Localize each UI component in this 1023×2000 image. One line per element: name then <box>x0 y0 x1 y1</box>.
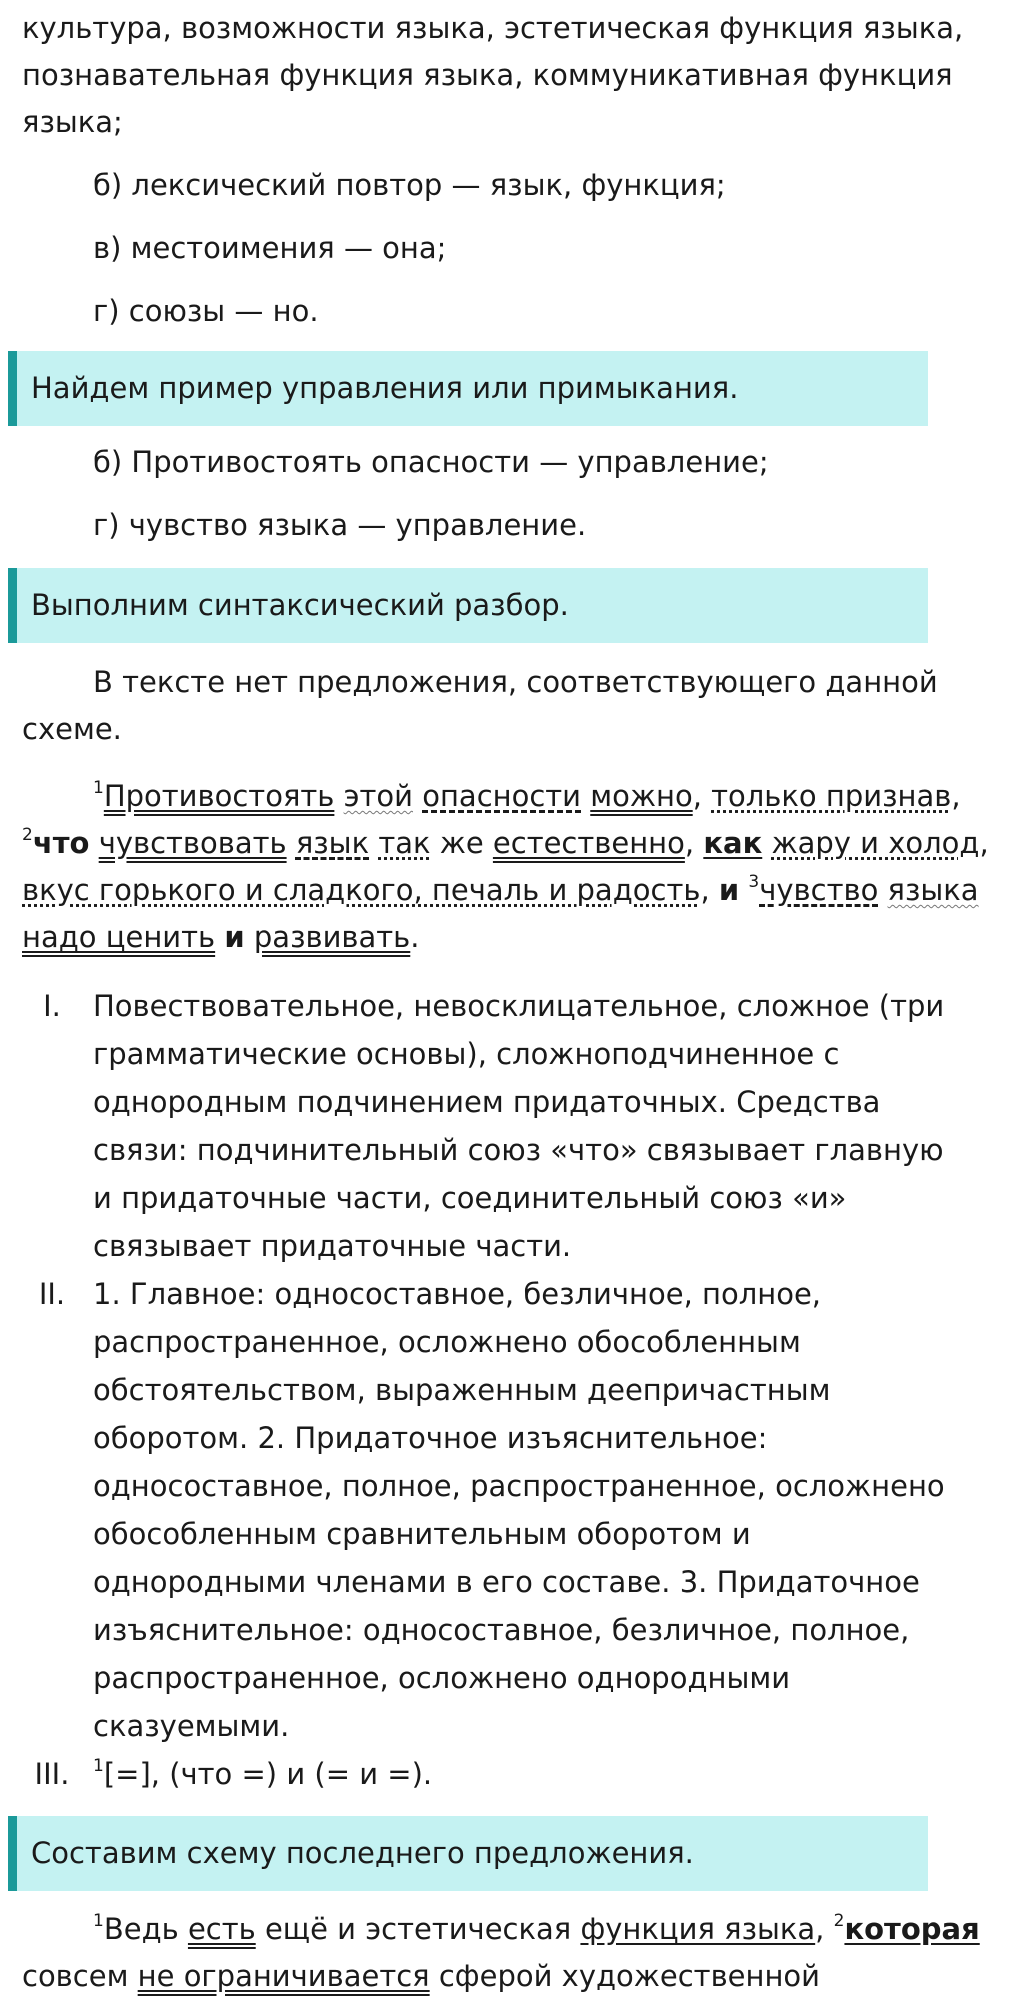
list-numeral: III. <box>34 1757 70 1791</box>
scheme-text: [=], (что =) и (= и =). <box>103 1757 433 1791</box>
last-sentence-line <box>93 1906 1023 1953</box>
analysis-line: однородными членами в его составе. 3. Придаточное <box>93 1565 920 1599</box>
last-sentence-line <box>22 1953 952 2000</box>
adverbial: только признав <box>711 779 952 813</box>
government-item: г) чувство языка — управление. <box>93 508 587 542</box>
cohesion-item: б) лексический повтор — язык, функция; <box>93 168 726 202</box>
clause-number: 2 <box>833 1911 845 1932</box>
object: язык <box>295 826 370 860</box>
cohesion-item: в) местоимения — она; <box>93 231 447 265</box>
analysis-line: оборотом. 2. Придаточное изъяснительное: <box>93 1421 768 1455</box>
analysis-line: однородным подчинением придаточных. Средства <box>93 1085 881 1119</box>
section-heading: Составим схему последнего предложения. <box>31 1836 694 1870</box>
subject: функция языка <box>580 1912 816 1946</box>
cohesion-item: г) союзы — но. <box>93 294 319 328</box>
government-item: б) Противостоять опасности — управление; <box>93 445 769 479</box>
predicate: естественно <box>492 826 685 860</box>
analysis-line: сказуемыми. <box>93 1709 290 1743</box>
word: ещё и эстетическая <box>264 1912 572 1946</box>
list-numeral: I. <box>43 989 61 1023</box>
predicate: есть <box>187 1912 256 1946</box>
conjunction: и <box>224 920 245 954</box>
no-match-text: схеме. <box>22 712 122 746</box>
analysis-line: связывает придаточные части. <box>93 1229 572 1263</box>
attribute: этой <box>343 779 413 813</box>
predicate: можно <box>590 779 693 813</box>
section-banner <box>8 1816 928 1891</box>
analysis-line: Повествовательное, невосклицательное, сложное (три <box>93 989 945 1023</box>
analysis-line: обособленным сравнительным оборотом и <box>93 1517 751 1551</box>
clause-number: 2 <box>22 825 33 846</box>
sentence-line <box>93 773 1023 820</box>
section-heading: Найдем пример управления или примыкания. <box>31 371 739 405</box>
particle: же <box>439 826 484 860</box>
section-banner <box>8 568 928 643</box>
clause-number: 1 <box>93 1756 104 1777</box>
punct: , <box>692 779 702 813</box>
object: чувство <box>759 873 879 907</box>
word: совсем <box>22 1959 129 1993</box>
section-heading: Выполним синтаксический разбор. <box>31 588 569 622</box>
punct: . <box>410 920 420 954</box>
relative-pronoun: которая <box>844 1912 980 1946</box>
predicate: чувствовать <box>98 826 287 860</box>
comparative-conjunction: как <box>703 826 763 860</box>
conjunction: и <box>718 873 740 907</box>
section-banner <box>8 351 928 426</box>
clause-number: 3 <box>748 872 760 893</box>
comparative-phrase: жару и холод <box>771 826 980 860</box>
intro-line: языка; <box>22 105 123 139</box>
conjunction: что <box>32 826 90 860</box>
sentence-line <box>22 867 979 914</box>
sentence-line <box>22 820 989 867</box>
punct: , <box>815 1912 825 1946</box>
clause-number: 1 <box>93 1911 104 1932</box>
predicate: развивать <box>253 920 411 954</box>
analysis-line: 1. Главное: односоставное, безличное, полное, <box>93 1277 822 1311</box>
object: опасности <box>422 779 582 813</box>
punct: , <box>951 779 961 813</box>
list-numeral: II. <box>38 1277 66 1311</box>
sentence-scheme <box>93 1751 1023 1798</box>
word: Ведь <box>103 1912 179 1946</box>
analysis-line: обстоятельством, выраженным деепричастным <box>93 1373 831 1407</box>
predicate: Противостоять <box>103 779 335 813</box>
comparative-phrase: вкус горького и сладкого, печаль и радость <box>22 873 701 907</box>
analysis-line: односоставное, полное, распространенное, осложнено <box>93 1469 945 1503</box>
analysis-line: и придаточные части, соединительный союз «и» <box>93 1181 847 1215</box>
analysis-line: связи: подчинительный союз «что» связывает главную <box>93 1133 944 1167</box>
intro-line: познавательная функция языка, коммуникативная функция <box>22 58 953 92</box>
no-match-text: В тексте нет предложения, соответствующего данной <box>93 665 938 699</box>
sentence-line <box>22 914 952 961</box>
punct: , <box>684 826 695 860</box>
analysis-line: распространенное, осложнено обособленным <box>93 1325 801 1359</box>
analysis-line: грамматические основы), сложноподчиненное с <box>93 1037 840 1071</box>
attribute: языка <box>887 873 979 907</box>
analysis-line: распространенное, осложнено однородными <box>93 1661 791 1695</box>
punct: , <box>979 826 989 860</box>
analysis-line: изъяснительное: односоставное, безличное, полное, <box>93 1613 910 1647</box>
intro-line: культура, возможности языка, эстетическая функция языка, <box>22 11 964 45</box>
punct: , <box>700 873 710 907</box>
adverbial: так <box>378 826 431 860</box>
word: сферой художественной <box>438 1959 821 1993</box>
predicate: не ограничивается <box>137 1959 430 1993</box>
predicate: надо ценить <box>22 920 216 954</box>
clause-number: 1 <box>93 778 104 799</box>
